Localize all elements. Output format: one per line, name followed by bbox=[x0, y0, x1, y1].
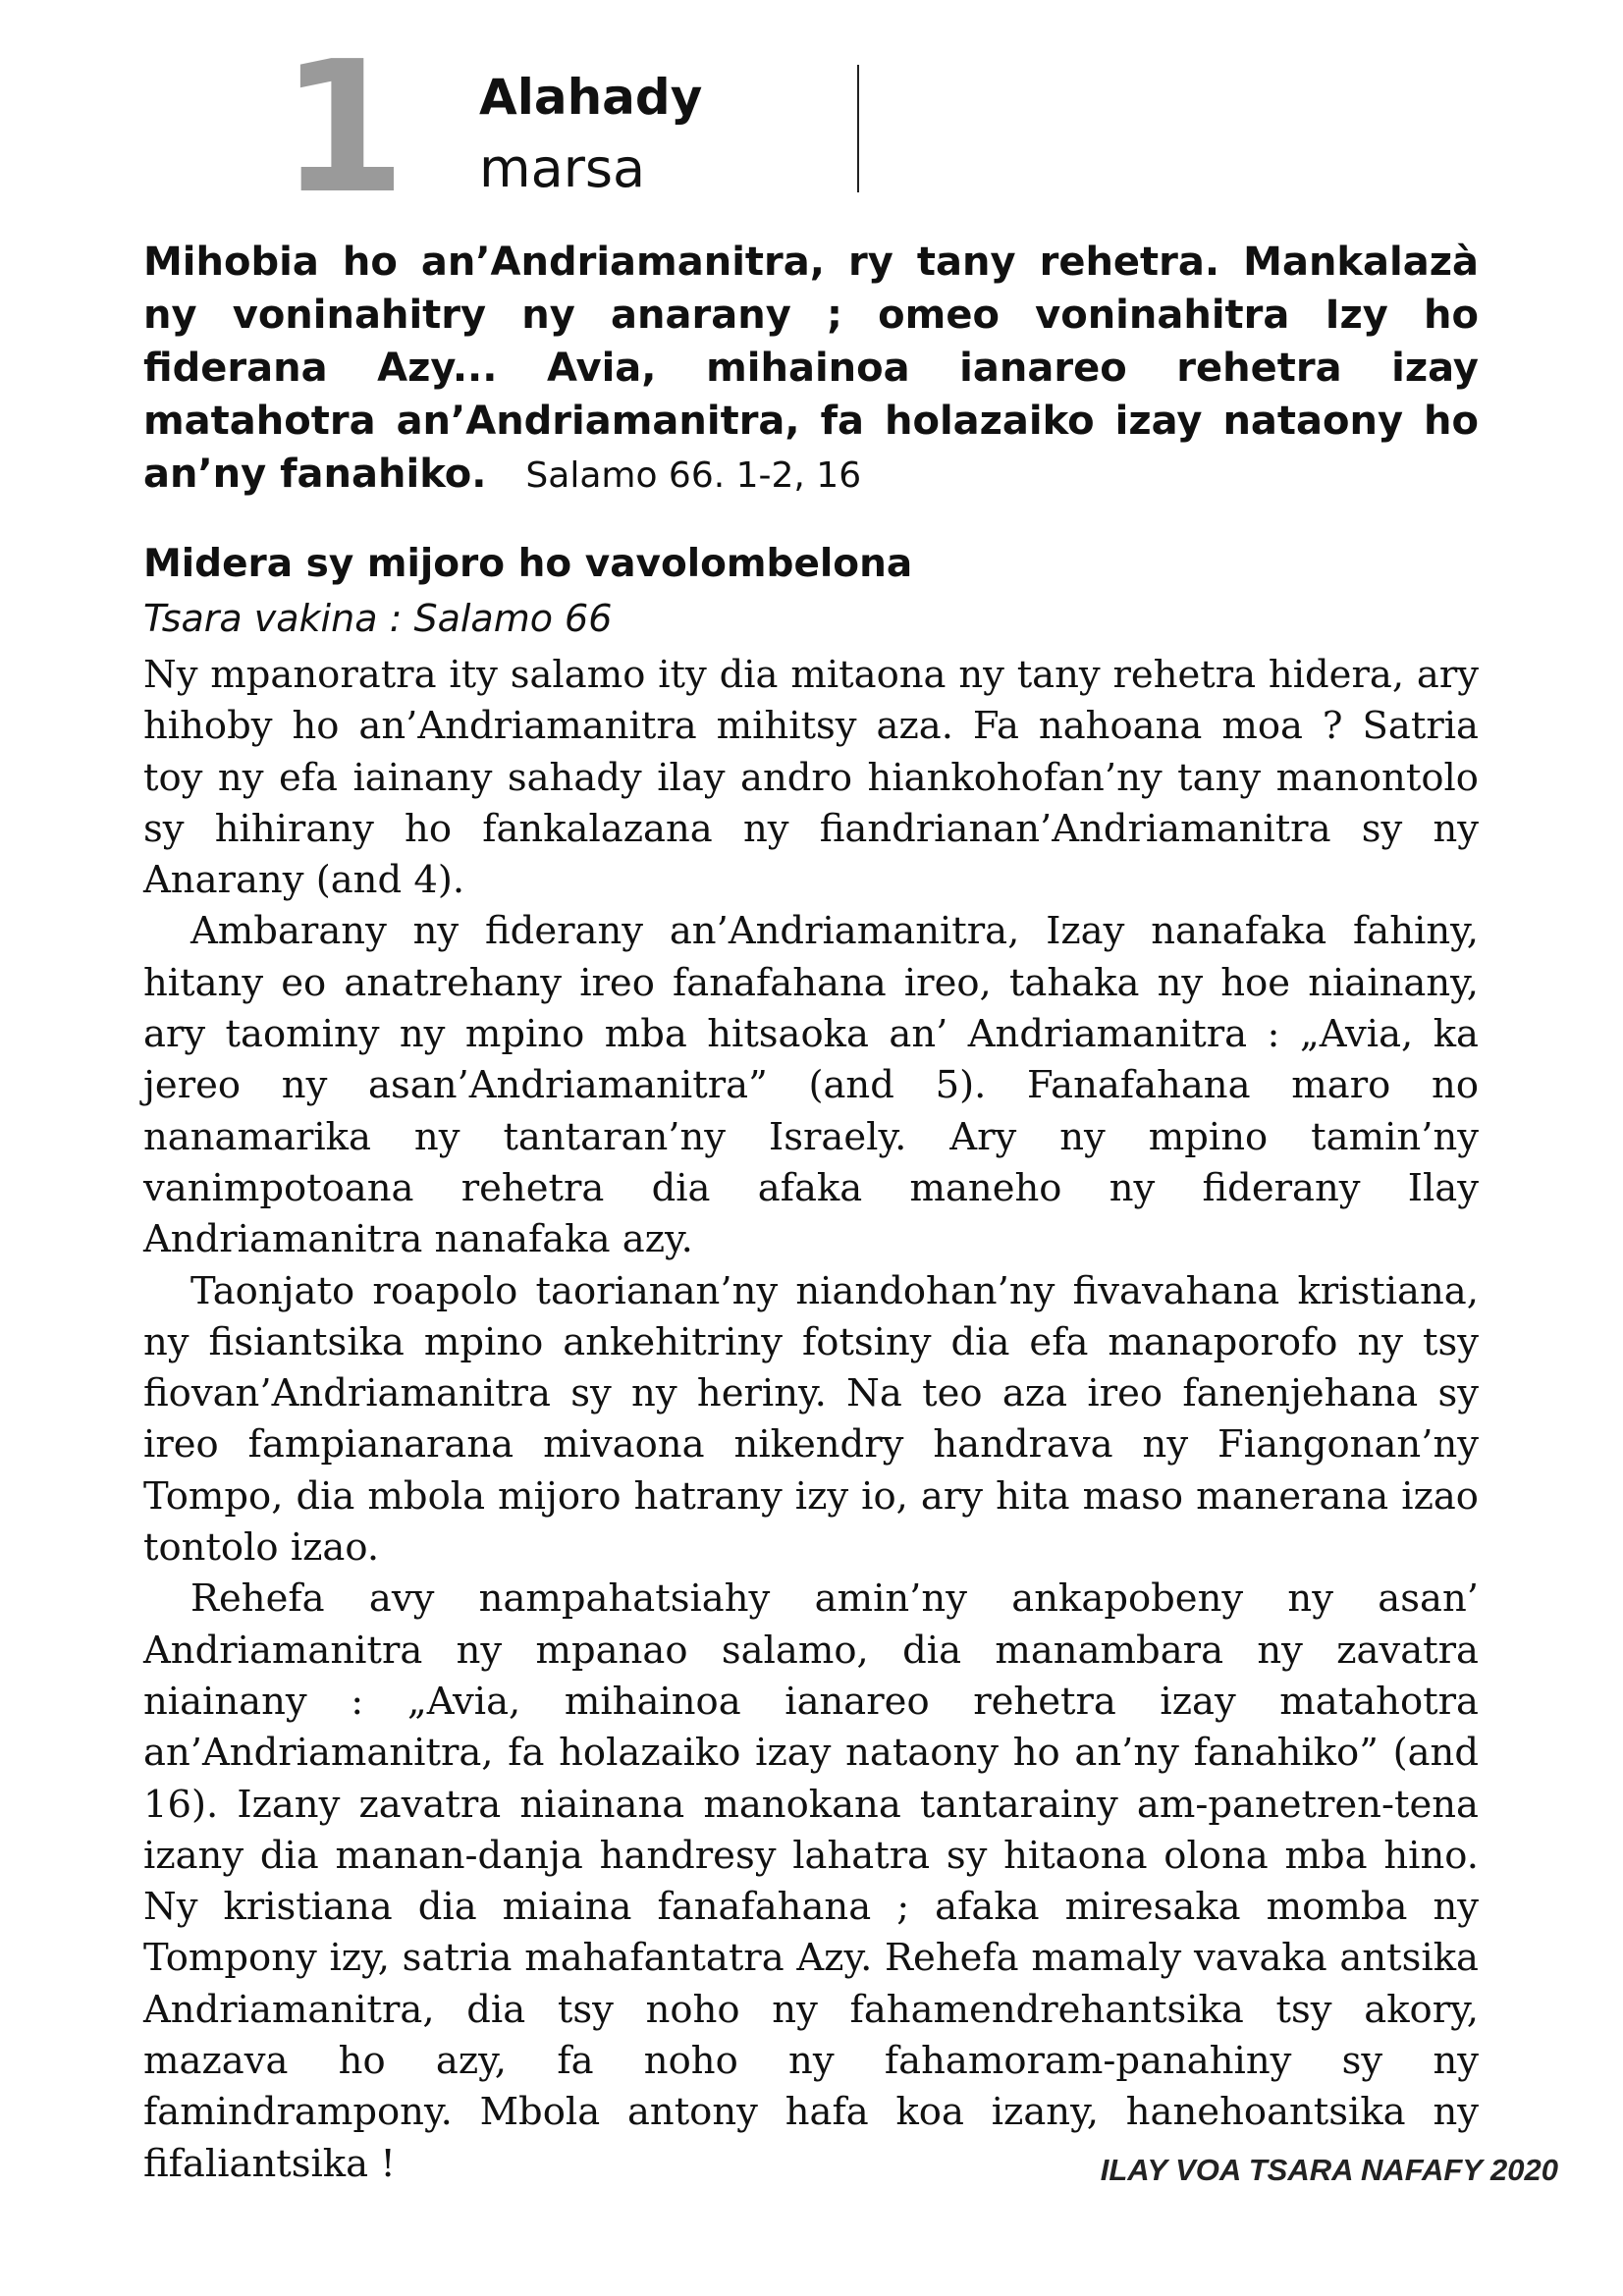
meditation-body bbox=[143, 650, 1479, 2190]
day-number: 1 bbox=[280, 22, 406, 234]
verse-text: Mihobia ho an’Andriamanitra, ry tany rehetra. Mankalazà ny voninahitry ny anarany ; omeo voninahitra Izy ho fiderana Azy... Avia, mihainoa ianareo rehetra izay matahotra an’Andriamanitra, fa holazaiko izay nataony ho an’ny fanahiko. bbox=[143, 240, 1479, 497]
body-paragraph: Taonjato roapolo taorianan’ny niandohan’ny fivavahana kristiana, ny fisiantsika mpino ankehitriny fotsiny dia efa manaporofo ny tsy fiovan’Andriamanitra sy ny heriny. Na teo aza ireo fanenjehana sy ireo fampianarana mivaona nikendry handrava ny Fiangonan’ny Tompo, dia mbola mijoro hatrany izy io, ary hita maso manerana izao tontolo izao. bbox=[143, 1268, 1479, 1571]
body-paragraph: Ambarany ny fiderany an’Andriamanitra, Izay nanafaka fahiny, hitany eo anatrehany ireo fanafahana ireo, tahaka ny hoe niainany, ary taominy ny mpino mba hitsaoka an’ Andriamanitra : „Avia, ka jereo ny asan’Andriamanitra” (and 5). Fanafahana maro no nanamarika ny tantaran’ny Israely. Ary ny mpino tamin’ny vanimpotoana rehetra dia afaka maneho ny fiderany Ilay Andriamanitra nanafaka azy. bbox=[143, 909, 1479, 1262]
header-divider bbox=[857, 65, 859, 192]
month-label: marsa bbox=[479, 137, 646, 199]
meditation-title: Midera sy mijoro ho vavolombelona bbox=[143, 542, 913, 586]
reading-reference: Tsara vakina : Salamo 66 bbox=[143, 597, 613, 640]
daily-verse bbox=[143, 236, 1479, 503]
weekday-label: Alahady bbox=[479, 69, 703, 126]
body-paragraph: Rehefa avy nampahatsiahy amin’ny ankapobeny ny asan’ Andriamanitra ny mpanao salamo, dia manambara ny zavatra niainany : „Avia, mihainoa ianareo rehetra izay matahotra an’Andriamanitra, fa holazaiko izay nataony ho an’ny fanahiko” (and 16). Izany zavatra niainana manokana tantarainy am-panetren-tena izany dia manan-danja handresy lahatra sy hitaona olona mba hino. Ny kristiana dia miaina fanafahana ; afaka miresaka momba ny Tompony izy, satria mahafantatra Azy. Rehefa mamaly vavaka antsika Andriamanitra, dia tsy noho ny fahamendrehantsika tsy akory, mazava ho azy, fa noho ny fahamoram-panahiny sy ny famindrampony. Mbola antony hafa koa izany, hanehoantsika ny fifaliantsika ! bbox=[143, 1576, 1479, 2186]
body-paragraph: Ny mpanoratra ity salamo ity dia mitaona ny tany rehetra hidera, ary hihoby ho an’Andriamanitra mihitsy aza. Fa nahoana moa ? Satria toy ny efa iainany sahady ilay andro hiankohofan’ny tany manontolo sy hihirany ho fankalazana ny fiandrianan’Andriamanitra sy ny Anarany (and 4). bbox=[143, 653, 1479, 903]
publication-footer: ILAY VOA TSARA NAFAFY 2020 bbox=[1100, 2153, 1558, 2187]
verse-reference: Salamo 66. 1-2, 16 bbox=[525, 455, 862, 496]
